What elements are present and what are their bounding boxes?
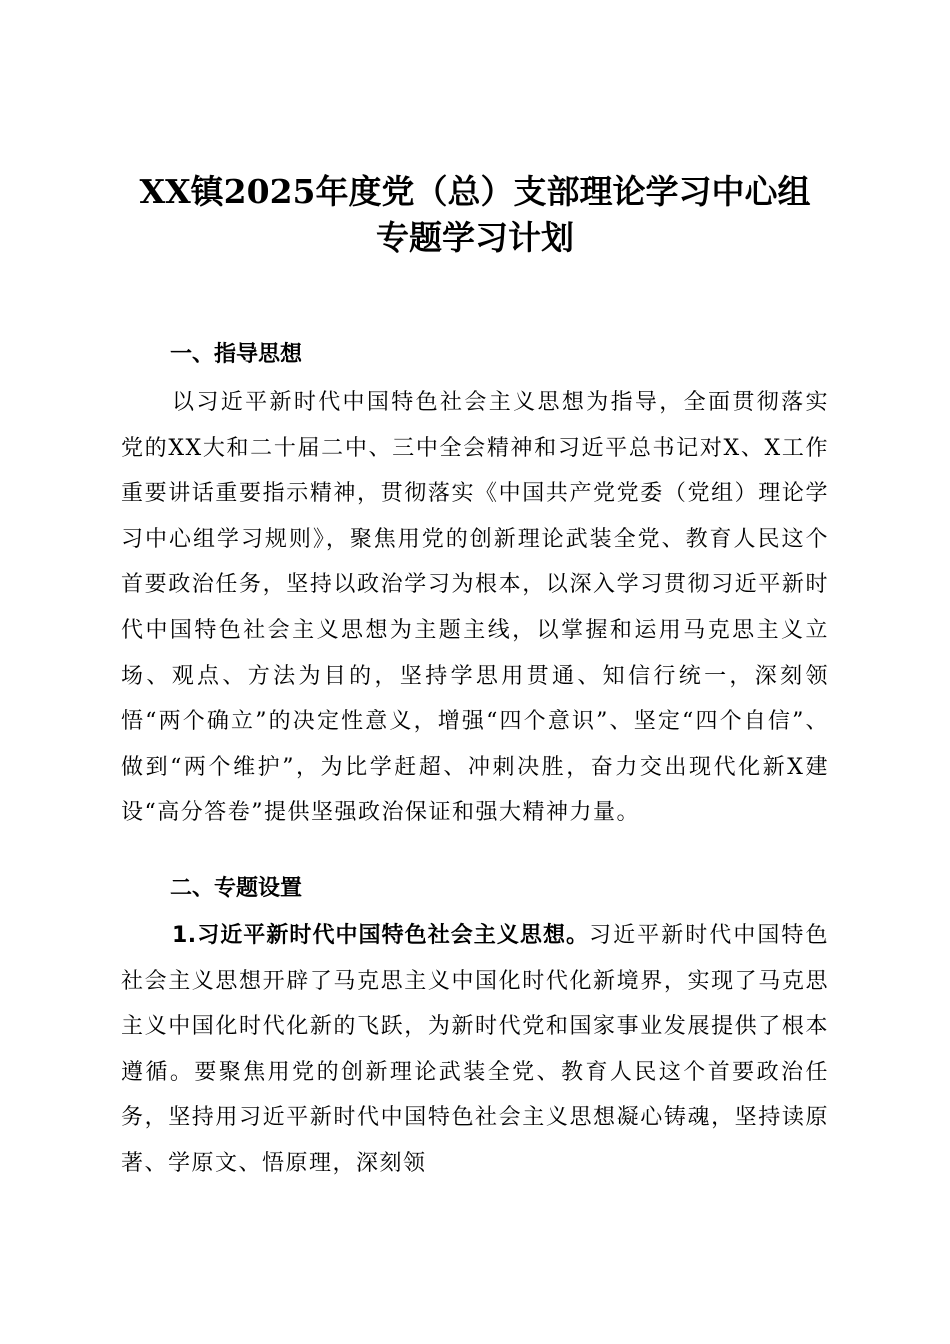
document-title-line-1: XX镇2025年度党（总）支部理论学习中心组	[139, 172, 811, 211]
topic-item-1-body: 习近平新时代中国特色社会主义思想开辟了马克思主义中国化时代化新境界，实现了马克思主义中国化时代化新的飞跃，为新时代党和国家事业发展提供了根本遵循。要聚焦用党的创新理论武装全党、教育人民这个首要政治任务，坚持用习近平新时代中国特色社会主义思想凝心铸魂，坚持读原著、学原文、悟原理，深刻领	[121, 923, 829, 1176]
document-title-line-2: 专题学习计划	[376, 218, 574, 257]
topic-item-1-paragraph	[121, 913, 829, 1187]
section-heading-topic-settings: 二、专题设置	[170, 876, 303, 901]
section-paragraph-guiding-ideology: 以习近平新时代中国特色社会主义思想为指导，全面贯彻落实党的XX大和二十届二中、三中全会精神和习近平总书记对X、X工作重要讲话重要指示精神，贯彻落实《中国共产党党委（党组）理论学习中心组学习规则》，聚焦用党的创新理论武装全党、教育人民这个首要政治任务，坚持以政治学习为根本，以深入学习贯彻习近平新时代中国特色社会主义思想为主题主线，以掌握和运用马克思主义立场、观点、方法为目的，坚持学思用贯通、知信行统一，深刻领悟“两个确立”的决定性意义，增强“四个意识”、坚定“四个自信”、做到“两个维护”，为比学赶超、冲刺决胜，奋力交出现代化新X建设“高分答卷”提供坚强政治保证和强大精神力量。	[121, 390, 830, 826]
topic-item-1-lead: 1.习近平新时代中国特色社会主义思想。	[172, 923, 590, 948]
section-heading-guiding-ideology: 一、指导思想	[170, 342, 303, 367]
